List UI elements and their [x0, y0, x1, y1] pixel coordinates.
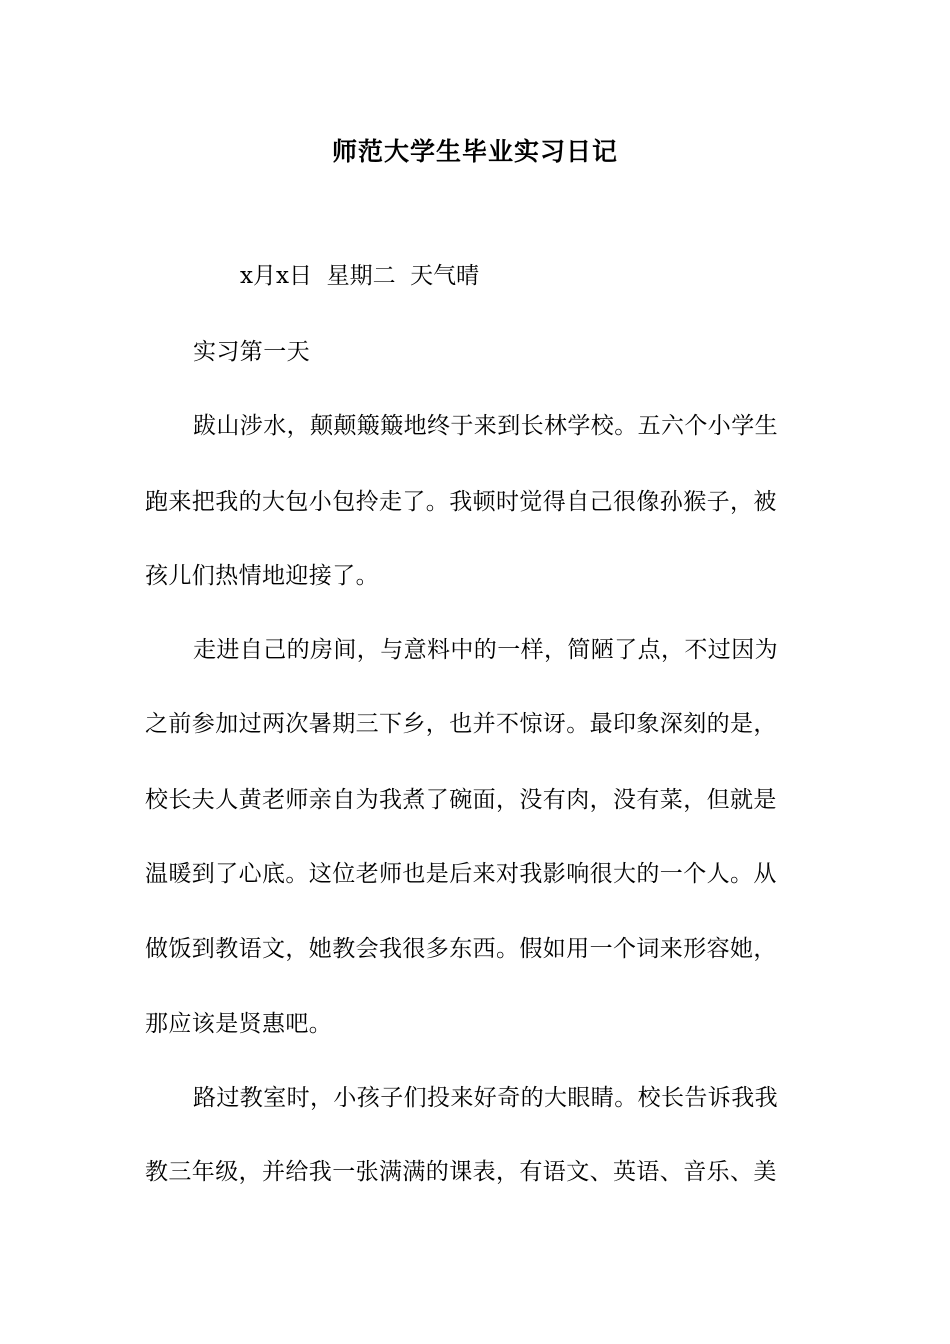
document-title: 师范大学生毕业实习日记 — [331, 137, 618, 166]
paragraph-line: 路过教室时，小孩子们投来好奇的大眼睛。校长告诉我我 — [193, 1085, 778, 1111]
paragraph-line: 之前参加过两次暑期三下乡，也并不惊讶。最印象深刻的是， — [145, 711, 777, 737]
paragraph-line: 孩儿们热情地迎接了。 — [145, 563, 379, 589]
diary-heading-first-day: 实习第一天 — [193, 339, 310, 365]
diary-date-line: x月x日 星期二 天气晴 — [240, 263, 480, 289]
paragraph-line: 做饭到教语文，她教会我很多东西。假如用一个词来形容她， — [145, 936, 777, 962]
paragraph-line: 跋山涉水，颠颠簸簸地终于来到长林学校。五六个小学生 — [193, 413, 778, 439]
paragraph-line: 校长夫人黄老师亲自为我煮了碗面，没有肉，没有菜，但就是 — [145, 787, 777, 813]
paragraph-line: 那应该是贤惠吧。 — [145, 1011, 333, 1037]
paragraph-line: 教三年级，并给我一张满满的课表，有语文、英语、音乐、美 — [145, 1159, 777, 1185]
paragraph-line: 温暖到了心底。这位老师也是后来对我影响很大的一个人。从 — [145, 861, 777, 887]
paragraph-line: 走进自己的房间，与意料中的一样，简陋了点，不过因为 — [193, 637, 778, 663]
paragraph-line: 跑来把我的大包小包拎走了。我顿时觉得自己很像孙猴子，被 — [145, 489, 777, 515]
